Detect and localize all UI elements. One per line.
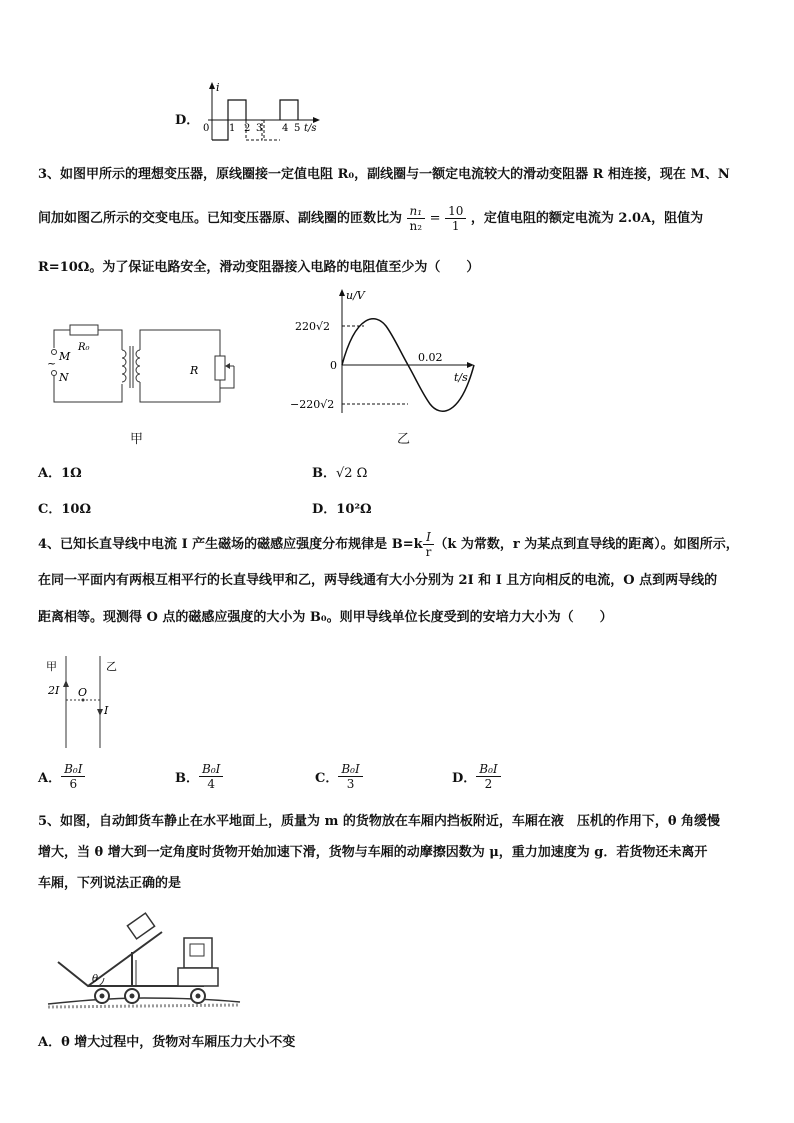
q4-label-yi: 乙 [106,660,117,673]
q3-graph-ymax: 220√2 [295,320,331,333]
q3-option-a[interactable]: A．1Ω [38,466,82,481]
q3-graph-zero: 0 [330,359,337,372]
q3-ratio-left: $\frac{\text{n₁}}{\text{n₂}}$ [407,204,426,233]
q5-label-theta: θ [92,974,99,985]
q3-label-n: N [59,371,69,384]
q3-graph-xlabel: t/s [454,371,468,384]
q2-tick-0: 0 [203,123,210,134]
q3-line2: 间加如图乙所示的交变电压。已知变压器原、副线圈的匝数比为 $\frac{\text{n₁}}{\text{n₂}}$ = $\frac{10}{1}$ ，定值电阻的额定电流为 2.0A，阻值为 [38,204,704,233]
q4-option-a[interactable]: A． $\frac{\text{B₀I}}{6}$ [38,762,85,791]
q2-tick-4: 4 [282,123,289,134]
q3-caption-jia: 甲 [130,432,144,447]
q3-graph-ymin: −220√2 [290,398,335,411]
q2-tick-3: 3 [256,123,263,134]
q2-tick-2: 2 [244,123,251,134]
q4-label-2i: 2I [48,684,60,697]
q4-line3: 距离相等。现测得 O 点的磁感应强度的大小为 B₀。则甲导线单位长度受到的安培力大小为（ ） [38,610,613,625]
q3-line1: 3、如图甲所示的理想变压器，原线圈接一定值电阻 R₀，副线圈与一额定电流较大的滑动变阻器 R 相连接，现在 M、N [38,167,730,182]
q3-line2-b: ，定值电阻的额定电流为 2.0A，阻值为 [470,211,704,226]
q2-option-d-label: D． [175,113,200,128]
q3-graph-ylabel: u/V [346,289,365,302]
q5-line1: 5、如图，自动卸货车静止在水平地面上，质量为 m 的货物放在车厢内挡板附近，车厢在液 压机的作用下，θ 角缓慢 [38,814,721,829]
q3-transformer-circuit [42,318,252,418]
q4-line2: 在同一平面内有两根互相平行的长直导线甲和乙，两导线通有大小分别为 2I 和 I 且方向相反的电流，O 点到两导线的 [38,573,718,588]
q3-option-c[interactable]: C．10Ω [38,502,92,517]
q2-tick-1: 1 [229,123,236,134]
q3-label-r0: R₀ [78,342,90,353]
q3-line3: R=10Ω。为了保证电路安全，滑动变阻器接入电路的电阻值至少为（ ） [38,260,480,275]
q4-wires-figure [40,652,140,752]
q3-option-d[interactable]: D．10²Ω [312,502,372,517]
q3-caption-yi: 乙 [397,432,411,447]
q4-label-o: O [78,686,88,699]
q3-ratio-right: $\frac{10}{1}$ [445,204,466,233]
q4-option-c[interactable]: C． $\frac{\text{B₀I}}{3}$ [315,762,363,791]
q5-dump-truck-figure [44,898,244,1010]
q5-line2: 增大，当 θ 增大到一定角度时货物开始加速下滑，货物与车厢的动摩擦因数为 μ，重力加速度为 g．若货物还未离开 [38,845,708,860]
q4-option-d[interactable]: D． $\frac{\text{B₀I}}{2}$ [452,762,501,791]
q3-graph-xtick: 0.02 [418,351,443,364]
q3-label-m: M [59,350,71,363]
q4-option-b[interactable]: B． $\frac{\text{B₀I}}{4}$ [175,762,223,791]
q3-line2-a: 间加如图乙所示的交变电压。已知变压器原、副线圈的匝数比为 [38,211,403,226]
q4-label-jia: 甲 [46,660,57,673]
q5-option-a[interactable]: A．θ 增大过程中，货物对车厢压力大小不变 [38,1035,296,1050]
q3-option-b[interactable]: B．√2 Ω [312,466,368,481]
q2-current-graph [198,78,323,148]
q3-voltage-graph [290,285,490,415]
q3-label-r: R [190,364,199,377]
q3-label-tilde: ~ [47,357,57,370]
q2-tick-5: 5 [294,123,301,134]
q4-line1: 4、已知长直导线中电流 I 产生磁场的磁感应强度分布规律是 B=k $\frac{I}{r}$ （k 为常数，r 为某点到直导线的距离）。如图所示， [38,530,739,559]
q2-graph-ylabel: i [216,81,220,94]
q5-line3: 车厢，下列说法正确的是 [38,876,182,891]
q4-label-i: I [104,704,109,717]
q4-formula-frac: $\frac{I}{r}$ [423,530,435,559]
q2-graph-xlabel: t/s [304,123,317,134]
